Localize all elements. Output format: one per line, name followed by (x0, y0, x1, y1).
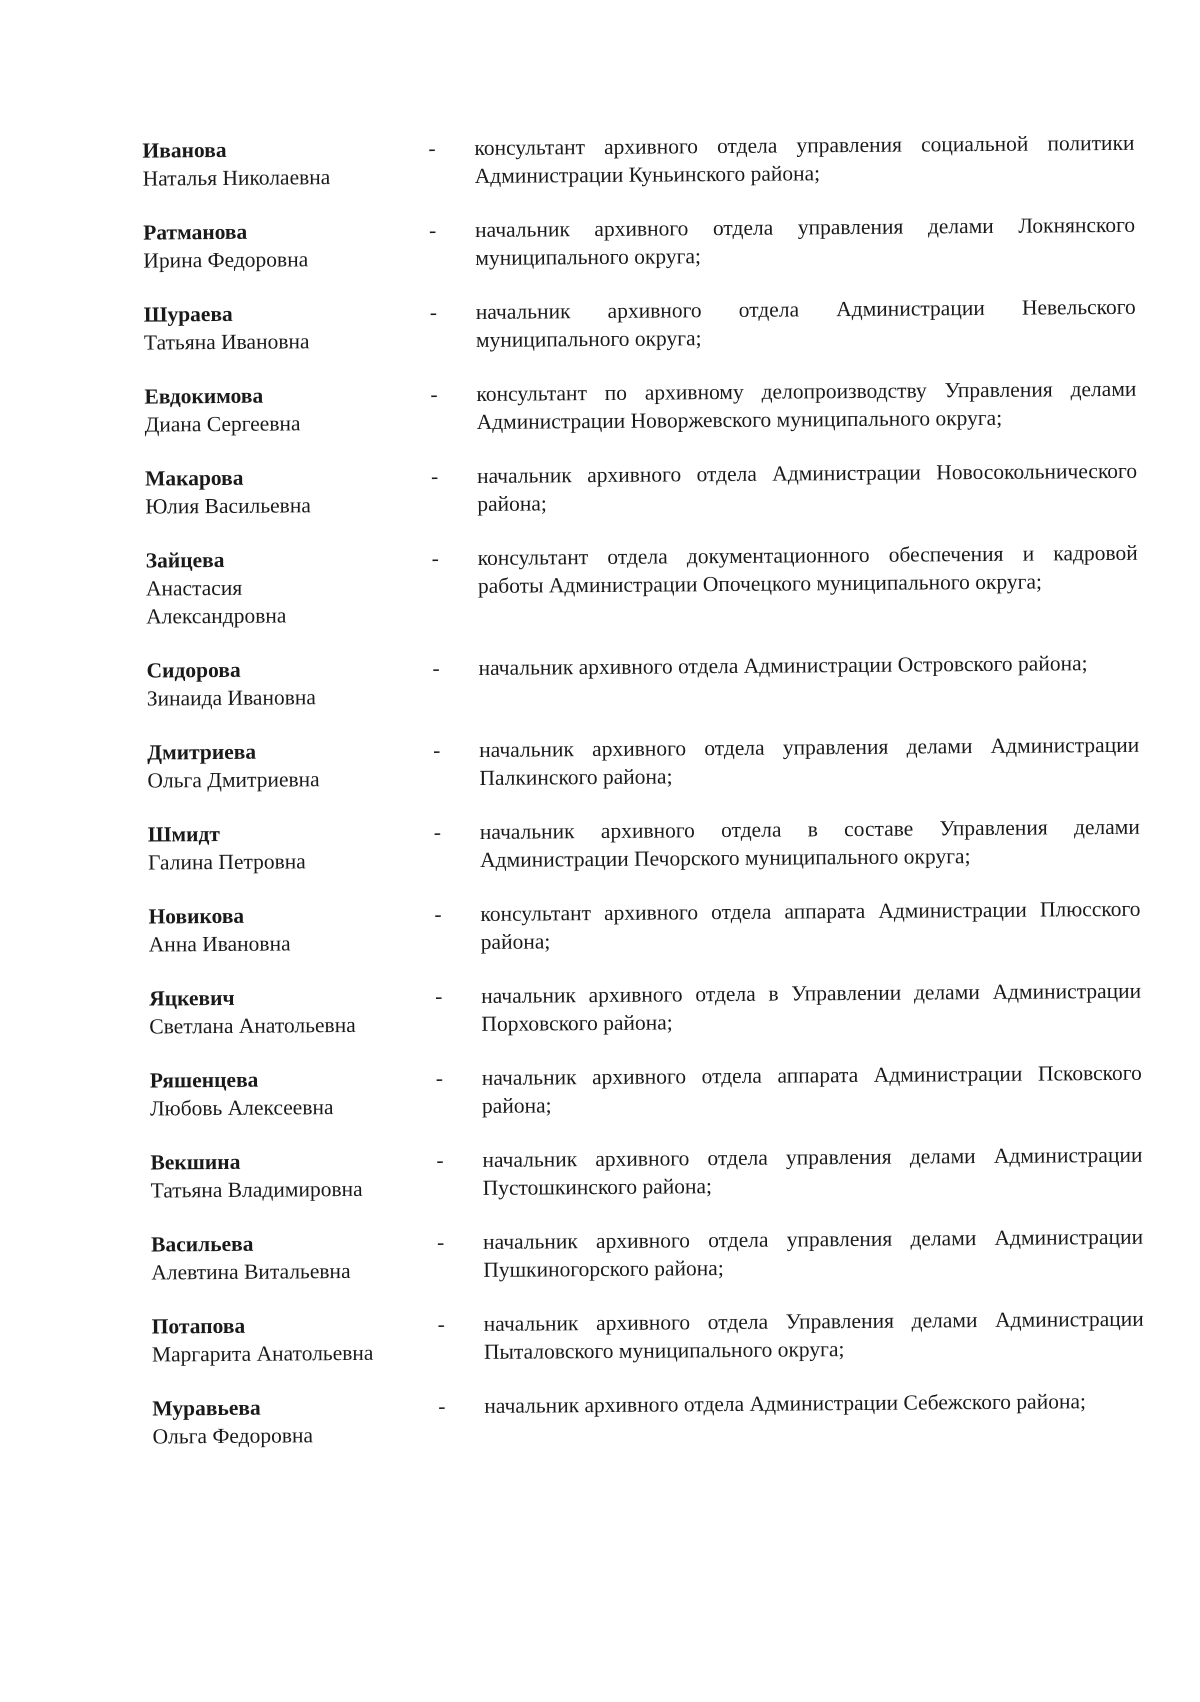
separator-dash: - (437, 1312, 445, 1337)
separator-dash: - (432, 656, 440, 681)
member-position: начальник архивного отдела управления делами Администрации Пушкиногорского района; (482, 1224, 1144, 1282)
member-given-name: Ольга Федоровна (152, 1423, 314, 1449)
member-given-name: Любовь Алексеевна (149, 1095, 334, 1121)
member-given-name: Татьяна Ивановна (143, 329, 310, 355)
member-patronymic: Александровна (146, 603, 287, 629)
list-item (151, 1223, 1143, 1287)
list-item (144, 375, 1136, 439)
member-surname: Дмитриева (147, 739, 257, 765)
member-position: начальник архивного отдела Управления делами Администрации Пыталовского муниципального округа; (483, 1306, 1144, 1364)
separator-dash: - (438, 1394, 446, 1419)
member-position: начальник архивного отдела в составе Управления делами Администрации Печорского муниципального округа; (479, 814, 1140, 872)
list-item (142, 129, 1134, 193)
member-position: начальник архивного отдела Администрации Невельского муниципального округа; (475, 294, 1136, 352)
member-given-name: Галина Петровна (147, 849, 306, 875)
member-surname: Новикова (148, 903, 245, 929)
list-item (152, 1387, 1144, 1451)
list-item (146, 649, 1138, 713)
separator-dash: - (431, 546, 439, 571)
member-surname: Зайцева (145, 547, 225, 573)
list-item (147, 731, 1139, 795)
member-surname: Иванова (142, 137, 227, 163)
member-surname: Евдокимова (144, 383, 264, 409)
member-position: консультант архивного отдела аппарата Администрации Плюсского района; (480, 896, 1141, 954)
separator-dash: - (436, 1230, 445, 1255)
member-given-name: Диана Сергеевна (144, 411, 301, 437)
member-name (142, 134, 422, 192)
member-given-name: Светлана Анатольевна (149, 1012, 356, 1039)
separator-dash: - (428, 136, 436, 161)
member-given-name: Маргарита Анатольевна (151, 1340, 374, 1367)
list-item (145, 457, 1137, 521)
separator-dash: - (429, 300, 438, 325)
member-name (152, 1392, 432, 1450)
member-surname: Яцкевич (149, 985, 235, 1011)
member-position: консультант архивного отдела управления социальной политики Администрации Куньинского района; (474, 130, 1135, 188)
list-item (152, 1305, 1144, 1369)
member-name (152, 1310, 432, 1368)
member-given-name: Анна Ивановна (148, 931, 291, 957)
member-given-name: Наталья Николаевна (142, 165, 331, 191)
list-item (149, 977, 1141, 1041)
member-name (149, 982, 429, 1040)
member-name (151, 1228, 431, 1286)
separator-dash: - (433, 738, 441, 763)
separator-dash: - (435, 984, 443, 1009)
member-surname: Макарова (144, 465, 244, 491)
member-name (150, 1146, 430, 1204)
member-name (146, 654, 426, 712)
member-given-name: Зинаида Ивановна (146, 685, 316, 711)
list-item (150, 1059, 1142, 1123)
list-item (148, 813, 1140, 877)
list-item (146, 539, 1139, 631)
member-given-name: Татьяна Владимировна (150, 1176, 363, 1203)
member-surname: Ратманова (143, 219, 248, 245)
member-name (146, 544, 427, 630)
separator-dash: - (435, 1066, 444, 1091)
member-surname: Векшина (150, 1149, 241, 1175)
member-name (148, 818, 428, 876)
member-position: начальник архивного отдела в Управлении делами Администрации Порховского района; (481, 978, 1142, 1036)
member-given-name: Юлия Васильевна (145, 493, 311, 519)
member-surname: Сидорова (146, 657, 241, 683)
member-given-name: Алевтина Витальевна (151, 1258, 351, 1285)
member-name (143, 216, 423, 274)
separator-dash: - (430, 464, 439, 489)
member-name (147, 736, 427, 794)
separator-dash: - (433, 820, 442, 845)
member-name (144, 298, 424, 356)
member-name (144, 380, 424, 438)
member-position: консультант по архивному делопроизводству Управления делами Администрации Новоржевского муниципального округа; (476, 376, 1137, 434)
separator-dash: - (429, 218, 437, 243)
member-position: начальник архивного отдела Администрации Новосокольнического района; (476, 458, 1138, 516)
list-item (150, 1141, 1142, 1205)
member-surname: Шураева (143, 301, 233, 327)
list-item (143, 211, 1135, 275)
member-given-name: Ольга Дмитриевна (147, 767, 320, 793)
member-position: начальник архивного отдела управления делами Администрации Пустошкинского района; (482, 1142, 1143, 1200)
separator-dash: - (434, 902, 442, 927)
member-position: начальник архивного отдела Администрации Себежского района; (484, 1389, 1087, 1418)
member-name (150, 1064, 430, 1122)
member-position: начальник архивного отдела аппарата Администрации Псковского района; (481, 1060, 1142, 1118)
member-surname: Васильева (150, 1231, 254, 1257)
member-position: начальник архивного отдела Администрации Островского района; (478, 651, 1088, 680)
list-item (148, 895, 1140, 959)
member-given-name: Анастасия (145, 575, 243, 601)
member-position: начальник архивного отдела управления делами Локнянского муниципального округа; (475, 212, 1136, 270)
separator-dash: - (430, 382, 438, 407)
member-list (142, 129, 1144, 1451)
separator-dash: - (436, 1148, 444, 1173)
list-item (144, 293, 1136, 357)
member-surname: Ряшенцева (149, 1067, 259, 1093)
member-position: консультант отдела документационного обеспечения и кадровой работы Администрации Опочецкого муниципального округа; (477, 540, 1138, 598)
member-given-name: Ирина Федоровна (143, 247, 309, 273)
member-surname: Муравьева (152, 1395, 261, 1421)
member-position: начальник архивного отдела управления делами Администрации Палкинского района; (479, 732, 1140, 790)
member-name (145, 462, 425, 520)
member-surname: Потапова (151, 1313, 246, 1339)
member-name (148, 900, 428, 958)
member-surname: Шмидт (147, 821, 221, 847)
